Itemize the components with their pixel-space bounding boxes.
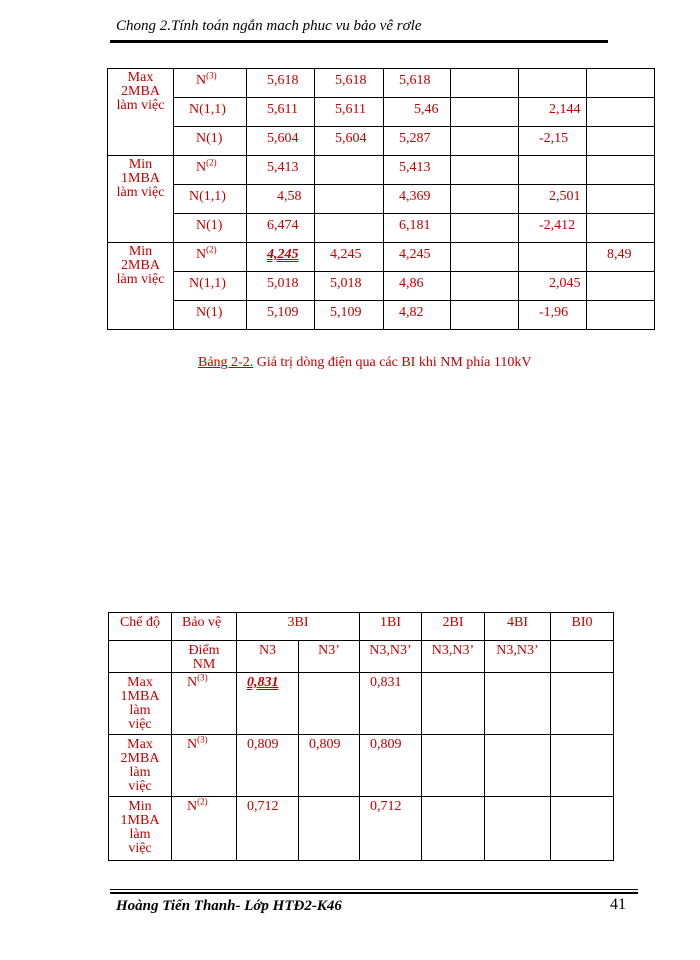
- value-cell: [451, 98, 519, 127]
- value-cell: [422, 735, 485, 797]
- value-cell: -1,96: [519, 301, 587, 330]
- value-cell: 5,618: [315, 69, 384, 98]
- header-empty: [109, 641, 172, 673]
- header-protect: Bảo vệ: [172, 613, 237, 641]
- footer-author: Hoàng Tiến Thanh- Lớp HTĐ2-K46: [116, 898, 342, 914]
- value-cell: [451, 243, 519, 272]
- page-header: Chong 2.Tính toán ngắn mach phuc vu bảo vê rơle: [116, 18, 422, 34]
- value-cell: [587, 214, 655, 243]
- fault-point: $N^{(2)}$: [174, 156, 247, 185]
- table-row: [108, 243, 655, 272]
- value-cell: [587, 127, 655, 156]
- table-row: [108, 127, 655, 156]
- fault-point: $N^{(2)}$: [174, 243, 247, 272]
- table-row: [108, 69, 655, 98]
- value-cell: -2,412: [519, 214, 587, 243]
- value-cell: -2,15: [519, 127, 587, 156]
- value-cell: [299, 797, 360, 861]
- value-cell: [587, 98, 655, 127]
- value-cell: 5,618: [247, 69, 315, 98]
- value-cell: [485, 673, 551, 735]
- value-cell: [315, 214, 384, 243]
- value-cell: 4,369: [384, 185, 451, 214]
- value-cell: 4,86: [384, 272, 451, 301]
- fault-point: $N^{(3)}$: [172, 735, 237, 797]
- fault-point: N(1): [174, 301, 247, 330]
- value-cell: 5,604: [315, 127, 384, 156]
- value-cell: 0,809: [360, 735, 422, 797]
- header-empty: [551, 641, 614, 673]
- value-cell: 5,018: [247, 272, 315, 301]
- mode-cell: Min 1MBA làm việc: [109, 797, 172, 861]
- value-cell: 0,809: [237, 735, 299, 797]
- page-number: 41: [610, 896, 626, 913]
- header-n3n3p: N3,N3’: [360, 641, 422, 673]
- value-cell: [315, 185, 384, 214]
- value-cell: [485, 797, 551, 861]
- header-n3n3p: N3,N3’: [422, 641, 485, 673]
- fault-point: N(1): [174, 214, 247, 243]
- mode-cell: Min 2MBA làm việc: [108, 243, 174, 330]
- header-n3p: N3’: [299, 641, 360, 673]
- value-cell: [451, 301, 519, 330]
- fault-point: $N^{(3)}$: [172, 673, 237, 735]
- value-cell: [451, 272, 519, 301]
- header-4bi: 4BI: [485, 613, 551, 641]
- value-cell: 5,018: [315, 272, 384, 301]
- value-cell: [299, 673, 360, 735]
- value-cell: 4,245: [384, 243, 451, 272]
- header-n3: N3: [237, 641, 299, 673]
- value-cell: 5,611: [247, 98, 315, 127]
- table-row: [109, 797, 614, 861]
- value-cell: 5,413: [247, 156, 315, 185]
- value-cell: 4,82: [384, 301, 451, 330]
- value-cell: 5,46: [384, 98, 451, 127]
- value-cell: 4,245: [315, 243, 384, 272]
- current-table-bi: [108, 612, 614, 861]
- footer-rule: [110, 892, 638, 894]
- value-cell: [587, 156, 655, 185]
- value-cell: 6,474: [247, 214, 315, 243]
- mode-cell: Max 2MBA làm việc: [108, 69, 174, 156]
- value-cell: [451, 69, 519, 98]
- table-row: [108, 214, 655, 243]
- header-point: Điểm NM: [172, 641, 237, 673]
- table-row: [108, 272, 655, 301]
- value-cell: [551, 673, 614, 735]
- value-cell: [451, 185, 519, 214]
- value-cell: 5,109: [315, 301, 384, 330]
- fault-point: N(1,1): [174, 185, 247, 214]
- fault-point: $N^{(2)}$: [172, 797, 237, 861]
- mode-cell: Max 1MBA làm việc: [109, 673, 172, 735]
- header-mode: Chế độ: [109, 613, 172, 641]
- current-table-110kv: [107, 68, 655, 330]
- value-cell: [485, 735, 551, 797]
- value-cell: 0,809: [299, 735, 360, 797]
- value-cell: [587, 301, 655, 330]
- value-cell: [587, 272, 655, 301]
- fault-point: $N^{(3)}$: [174, 69, 247, 98]
- value-cell: 5,109: [247, 301, 315, 330]
- fault-point: N(1,1): [174, 272, 247, 301]
- value-cell: [519, 69, 587, 98]
- header-1bi: 1BI: [360, 613, 422, 641]
- value-cell: 0,712: [360, 797, 422, 861]
- footer-rule: [110, 889, 638, 890]
- header-row: [109, 613, 614, 641]
- header-bi0: BI0: [551, 613, 614, 641]
- value-cell: [519, 156, 587, 185]
- value-cell: [451, 214, 519, 243]
- value-cell: [587, 69, 655, 98]
- header-3bi: 3BI: [237, 613, 360, 641]
- value-cell: 2,501: [519, 185, 587, 214]
- mode-cell: Max 2MBA làm việc: [109, 735, 172, 797]
- value-cell: 0,831: [360, 673, 422, 735]
- table-row: [109, 735, 614, 797]
- value-cell: 0,831: [237, 673, 299, 735]
- mode-cell: Min 1MBA làm việc: [108, 156, 174, 243]
- value-cell: 5,604: [247, 127, 315, 156]
- fault-point: N(1): [174, 127, 247, 156]
- value-cell: 8,49: [587, 243, 655, 272]
- value-cell: [551, 797, 614, 861]
- value-cell: 2,045: [519, 272, 587, 301]
- value-cell: [587, 185, 655, 214]
- header-n3n3p: N3,N3’: [485, 641, 551, 673]
- value-cell: 4,245: [247, 243, 315, 272]
- header-rule: [110, 40, 608, 43]
- value-cell: [519, 243, 587, 272]
- table-row: [108, 185, 655, 214]
- table-row: [109, 673, 614, 735]
- table-row: [108, 98, 655, 127]
- value-cell: [451, 127, 519, 156]
- header-row: [109, 641, 614, 673]
- value-cell: [551, 735, 614, 797]
- value-cell: 0,712: [237, 797, 299, 861]
- value-cell: 6,181: [384, 214, 451, 243]
- value-cell: 5,618: [384, 69, 451, 98]
- value-cell: 5,287: [384, 127, 451, 156]
- value-cell: 5,413: [384, 156, 451, 185]
- fault-point: N(1,1): [174, 98, 247, 127]
- value-cell: 4,58: [247, 185, 315, 214]
- table-caption: Bảng 2-2. Giá trị dòng điện qua các BI khi NM phía 110kV: [198, 355, 532, 370]
- table-row: [108, 156, 655, 185]
- value-cell: 5,611: [315, 98, 384, 127]
- value-cell: [451, 156, 519, 185]
- table-row: [108, 301, 655, 330]
- header-2bi: 2BI: [422, 613, 485, 641]
- value-cell: [315, 156, 384, 185]
- value-cell: 2,144: [519, 98, 587, 127]
- value-cell: [422, 673, 485, 735]
- value-cell: [422, 797, 485, 861]
